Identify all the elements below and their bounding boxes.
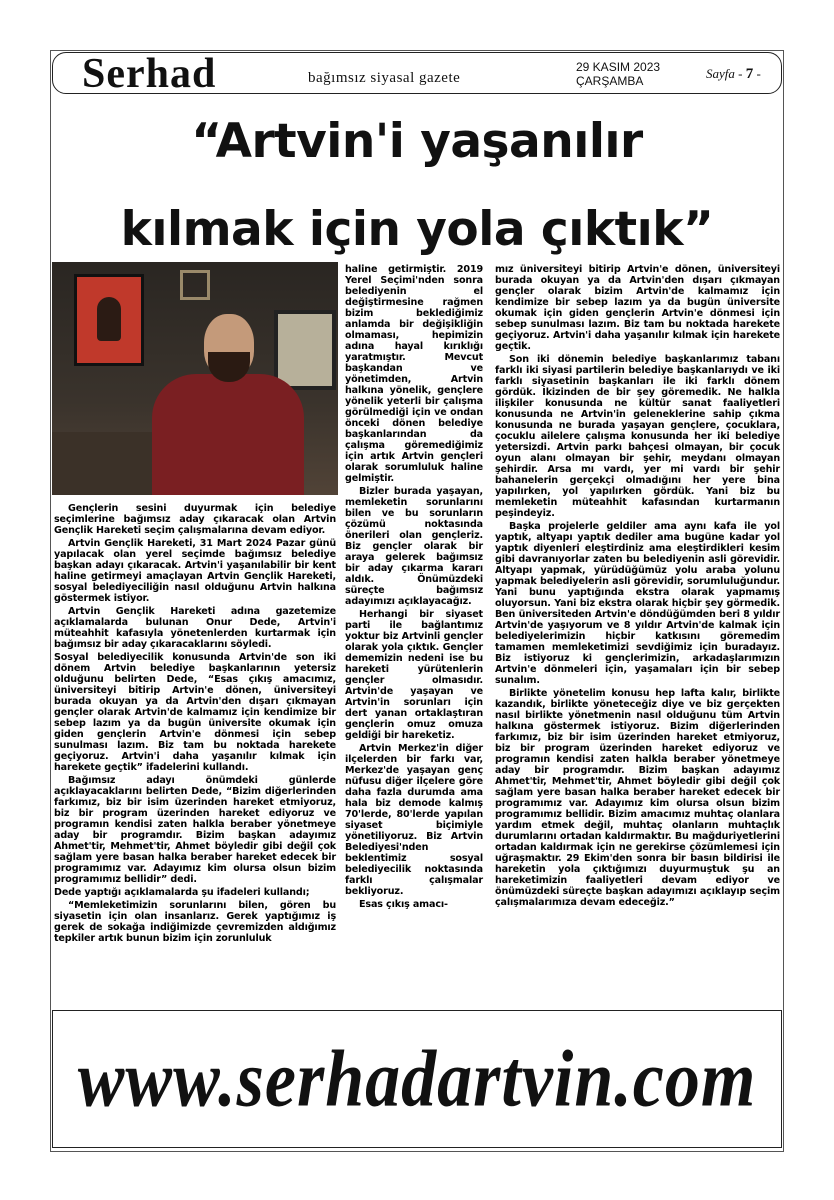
col2-paragraph: Esas çıkış amacı- xyxy=(359,899,448,910)
website-url[interactable]: www.serhadartvin.com xyxy=(77,1035,757,1124)
table-shape xyxy=(52,432,152,495)
col2-paragraph: Bizler burada yaşayan, memleketin sorunlarını bilen ve bu sorunların çözümü noktasında önerileri olan gençleriz. Biz gençler olarak bir araya gelerek bağımsız bir aday çıkarma kararı aldık. Önümüzdeki süreçte bağımsız adayımızı açıklayacağız. xyxy=(345,486,483,607)
headline-line-1: “Artvin'i yaşanılır xyxy=(191,114,643,169)
col1-paragraph: “Memleketimizin sorunlarını bilen, gören bu siyasetin için olan insanlarız. Gerek yaptığımız iş gerek de sokağa indiğimizde çevremizden aldığımız tepkiler artık bunun bizim için zorunluluk xyxy=(54,900,336,944)
lamp-shape xyxy=(180,270,210,300)
col3-paragraph: Başka projelerle geldiler ama aynı kafa ile yol yaptık, altyapı yaptık dediler ama bugüne kadar yol yaptık diyenleri eleştirdiniz ama eleştirdikleri kesim gibi davranıyorlar zaten bu belediyenin asli görevidir. Altyapı yapmak, yürüdüğümüz yolu araba yolunu yapmak belediyelerin asli görevidir, sorumluluğundur. Yani bunu yaptığında ekstra olarak yapmamış oluyorsun. Yani biz ekstra olarak hiçbir şey görmedik. Ben üniversiteden Artvin'e döndüğümden beri 8 yıldır Artvin'de yaşıyorum ve 8 yıldır Artvin'de kalmak için belediyelerimizin hiçbir katkısını göremedim tamamen memleketimizi sevdiğimiz için buradayız. Biz istiyoruz ki gençlerimizin, arkadaşlarımızın Artvin'e dönmeleri için, yaşamaları için bir sebep sunalım. xyxy=(495,521,780,686)
framed-picture xyxy=(274,310,336,390)
col1-paragraph: Gençlerin sesini duyurmak için belediye seçimlerine bağımsız aday çıkaracak olan Artvin Gençlik Hareketi seçim çalışmalarına devam ediyor. xyxy=(54,503,336,536)
newspaper-tagline: bağımsız siyasal gazete xyxy=(308,70,461,86)
newspaper-name: Serhad xyxy=(82,51,217,97)
issue-date xyxy=(576,60,660,88)
article-column-1 xyxy=(54,503,336,946)
col3-paragraph: mız üniversiteyi bitirip Artvin'e dönen, üniversiteyi burada okuyan ya da Artvin'den dışarı çıkmayan gençler olarak bizim Artvin'de kalmamız için kendimize bir sebep lazım ya da bugün üniversite okumak için giden gençlerin Artvin'e dönmesi için sebep sunulması lazım. Biz tam bu noktada harekete geçiyoruz. Artvin'i daha yaşanılır kılmak için harekete geçtik. xyxy=(495,264,780,352)
article-column-2 xyxy=(345,264,483,912)
article-column-3 xyxy=(495,264,780,910)
issue-date-weekday: ÇARŞAMBA xyxy=(576,74,644,88)
article-photo xyxy=(52,262,338,495)
col3-paragraph: Birlikte yönetelim konusu hep lafta kalır, birlikte kazandık, birlikte yöneteceğiz diye ve biz gerçekten nasıl birlikte yönetmenin nasıl olduğunu tüm Artvin halkına göstermek istiyoruz. Bizim diğerlerinden farkımız, biz bir isim üzerinden hareket etmiyoruz, biz bir program üzerinden hareket ediyoruz ve programın kendisi zaten halkla beraber yönetmeye aday bir programdır. Bizim başkan adayımız Ahmet'tir, Mehmet'tir, Ahmet böyledir gibi değil çok sağlam yere basan halka beraber hareket edecek bir programımız var. Adayımız kim olursa olsun bizim programımız bellidir. Bizim amacımız muhtaç olanlara yardım etmek değil, muhtaç olanların muhtaçlık durumlarını ortadan kaldırmaktır. Bu mağduriyetlerini ortadan kaldırmak için ne gerekirse çözümlemesi için uğraşmaktır. 29 Ekim'den sonra bir basın bildirisi ile hareketin yola çıktığımızı duyurmuştuk şu an hareketimizin faaliyetleri devam ediyor ve önümüzdeki süreçte başkan adayımızı açıklayıp seçim çalışmalarımıza devam edeceğiz.” xyxy=(495,688,780,908)
col2-paragraph: haline getirmiştir. 2019 Yerel Seçimi'nden sonra belediyenin el değiştirmesine rağmen bizim beklediğimiz anlamda bir değişikliğin olmaması, hepimizin adına hayal kırıklığı yaratmıştır. Mevcut başkandan ve yönetimden, Artvin halkına yönelik, gençlere yönelik yeterli bir çalışma görülmediği için ve ondan önceki dönen belediye başkanlarından da çalışma göremediğimiz için artık Artvin gençleri olarak sorumluluk haline gelmiştir. xyxy=(345,264,483,484)
col2-paragraph: Herhangi bir siyaset parti ile bağlantımız yoktur biz Artvinli gençler olarak yola çıktık. Gençler dememizin nedeni ise bu hareketi yürütenlerin gençler olmasıdır. Artvin'de yaşayan ve Artvin'in sorunları için dert yanan ortaklaştıran gençlerin omuz omuza geldiği bir hareketiz. xyxy=(345,609,483,741)
issue-date-day: 29 KASIM 2023 xyxy=(576,60,661,74)
page-number: Sayfa - 7 - xyxy=(706,66,761,82)
col2-paragraph: Artvin Merkez'in diğer ilçelerden bir farkı var, Merkez'de yaşayan genç nüfusu diğer ilçelere göre daha fazla durumda ama hala biz demode kalmış 70'lerde, 80'lerde yapılan siyaset biçimiyle yönetiliyoruz. Biz Artvin Belediyesi'nden beklentimiz sosyal belediyecilik noktasında farklı çalışmalar bekliyoruz. xyxy=(345,743,483,897)
person-body xyxy=(152,374,304,495)
col1-paragraph: Artvin Gençlik Hareketi adına gazetemize açıklamalarda bulunan Onur Dede, Artvin'i müteahhit kafasıyla yönetenlerden kurtarmak için bağımsız bir aday çıkaracaklarını söyledi. xyxy=(54,606,336,650)
page-label: Sayfa xyxy=(706,66,735,81)
col1-paragraph: Artvin Gençlik Hareketi, 31 Mart 2024 Pazar günü yapılacak olan yerel seçimde bağımsız belediye başkan adayı çıkaracak. Artvin'i yaşanılabilir bir kent haline getirmeyi amaçlayan Artvin Gençlik Hareketi, sosyal belediyeciliğin nasıl olduğunu Artvin halkına göstermek istiyor. xyxy=(54,538,336,604)
page-number-value: 7 xyxy=(745,66,754,82)
col3-paragraph: Son iki dönemin belediye başkanlarımız tabanı farklı iki siyasi partilerin belediye başkanlarıydı ve iki farklı siyasetinin başkanları ile iki farklı dönem gördük. İkizinden de bir şey göremedik. Ne halkla ilişkiler konusunda ne kültür sanat faaliyetleri konusunda ne Artvin'in geleneklerine sahip çıkma konusunda ne burada yaşayan gençlere, çocuklara, çocuklu ailelere çalışma konusunda her iki belediye yetersizdi. Artvin parkı bahçesi olmayan, bir çocuk oyun alanı olmayan bir şehir, meydanı olmayan şehirdir. Arsa mı vardı, yer mi vardı bir şehir bahanelerin gerçekçi olmadığını her yere bina yapılırken, yol yapılırken gördük. Yani biz bu memleketin müteahhit kafasından kurtarmanın peşindeyiz. xyxy=(495,354,780,519)
col1-paragraph: Dede yaptığı açıklamalarda şu ifadeleri kullandı; xyxy=(54,887,310,898)
article-headline xyxy=(52,98,782,274)
col1-paragraph: Bağımsız adayı önümdeki günlerde açıklayacaklarını belirten Dede, “Bizim diğerlerinden farkımız, biz bir isim üzerinden hareket etmiyoruz, biz bir program üzerinden hareket ediyoruz ve programın kendisi zaten halkla beraber yönetmeye aday bir programdır. Bizim başkan adayımız Ahmet'tir, Mehmet'tir, Ahmet böyledir gibi değil çok sağlam yere basan halka beraber hareket edecek bir programımız var. Adayımız kim olursa olsun bizim programımız bellidir” dedi. xyxy=(54,775,336,885)
headline-line-2: kılmak için yola çıktık” xyxy=(120,202,714,257)
col1-paragraph: Sosyal belediyecilik konusunda Artvin'de son iki dönem Artvin belediye başkanlarının yetersiz olduğunu belirten Dede, “Esas çıkış amacımız, üniversiteyi bitirip Artvin'e dönen, üniversiteyi burada okuyan ya da Artvin'den dışarı çıkmayan gençler olarak Artvin'de kalmamız için kendimize bir sebep lazım ya da bugün üniversite okumak için giden gençlerin Artvin'e dönmesi için sebep sunulması lazım. Biz tam bu noktada harekete geçiyoruz. Artvin'i daha yaşanılır kılmak için harekete geçtik” ifadelerini kullandı. xyxy=(54,652,336,773)
poster-on-wall xyxy=(74,274,144,366)
